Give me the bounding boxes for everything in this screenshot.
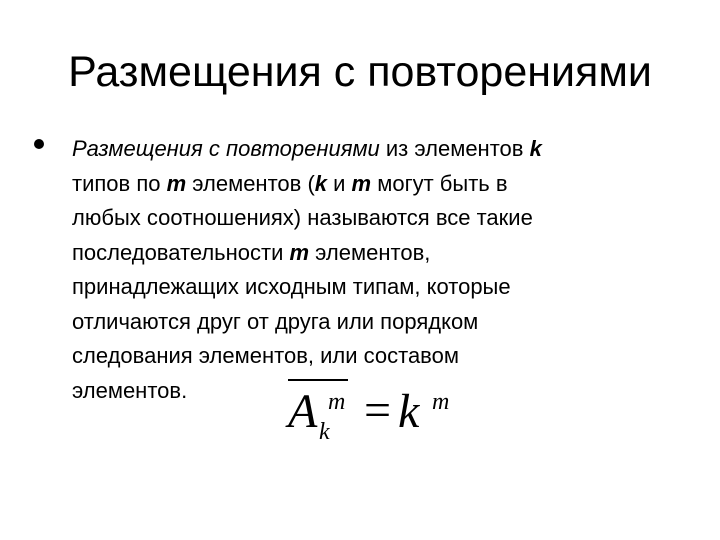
text-run: типов по bbox=[72, 170, 167, 196]
formula-symbol-a: A bbox=[288, 385, 318, 438]
text-line bbox=[72, 270, 697, 305]
formula-superscript-m: m bbox=[432, 389, 450, 415]
text-line bbox=[72, 132, 697, 167]
formula-subscript-k: k bbox=[319, 419, 330, 445]
text-run: элементов, bbox=[309, 239, 431, 265]
formula-superscript-m: m bbox=[328, 389, 346, 415]
var-m: m bbox=[166, 170, 187, 196]
text-run: элементов ( bbox=[186, 170, 315, 196]
formula-symbol-k: k bbox=[398, 385, 420, 438]
text-run: следования элементов, или составом bbox=[72, 343, 459, 368]
bullet-icon bbox=[34, 139, 44, 149]
text-run: могут быть в bbox=[371, 170, 508, 196]
text-line bbox=[72, 236, 697, 271]
formula bbox=[280, 372, 460, 452]
text-run: принадлежащих исходным типам, которые bbox=[72, 274, 511, 299]
text-line bbox=[72, 167, 697, 202]
text-run: из элементов bbox=[379, 136, 530, 161]
text-line bbox=[72, 339, 697, 374]
var-m: m bbox=[351, 170, 372, 196]
text-run: и bbox=[327, 170, 352, 196]
formula-overline bbox=[288, 379, 348, 381]
text-run: отличаются друг от друга или порядком bbox=[72, 308, 479, 334]
term-italic: Размещения с повторениями bbox=[72, 136, 380, 161]
text-line bbox=[72, 201, 697, 236]
text-run: элементов. bbox=[72, 377, 188, 403]
var-m: m bbox=[289, 239, 310, 265]
formula-equals: = bbox=[364, 384, 392, 437]
bullet-text bbox=[72, 132, 697, 408]
slide-title: Размещения с повторениями bbox=[68, 48, 652, 96]
var-k: k bbox=[314, 170, 328, 196]
text-run: последовательности bbox=[72, 239, 290, 265]
text-line bbox=[72, 305, 697, 340]
text-run: любых соотношениях) называются все такие bbox=[72, 205, 533, 230]
var-k: k bbox=[529, 136, 542, 161]
